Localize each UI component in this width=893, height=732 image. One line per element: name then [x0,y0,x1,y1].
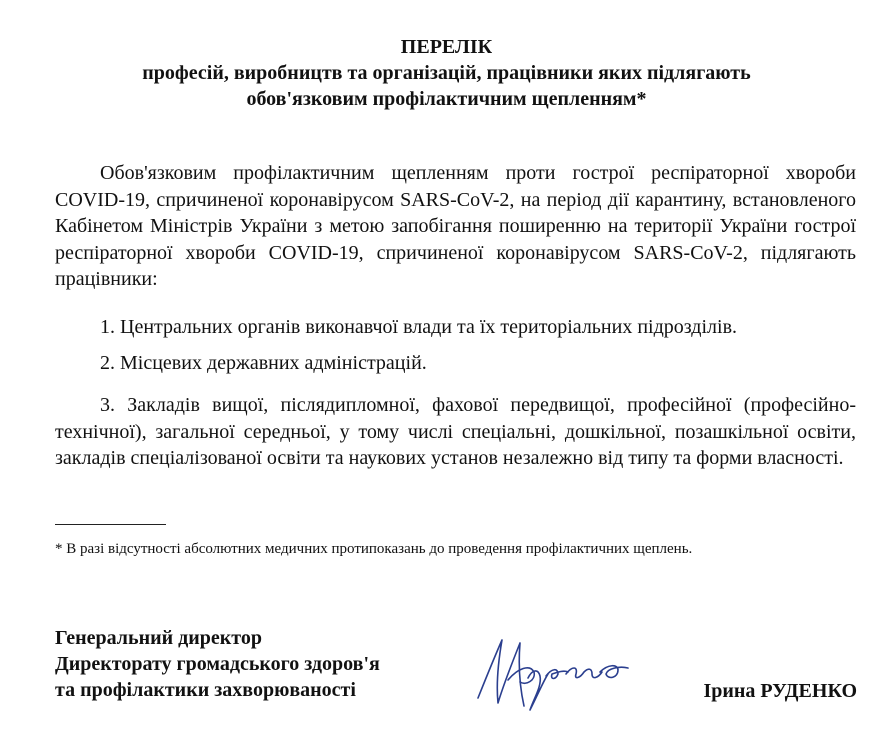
subtitle-line-2: обов'язковим профілактичним щепленням* [246,88,647,110]
position-line-3: та профілактики захворюваності [55,679,356,701]
document-title: ПЕРЕЛІК [400,36,493,58]
intro-paragraph: Обов'язковим профілактичним щепленням проти гострої респіраторної хвороби COVID-19, спричиненої коронавірусом SARS-CoV-2, на період дії карантину, встановленого Кабінетом Міністрів України з метою запобігання поширенню на території України гострої респіраторної хвороби COVID-19, спричиненої коронавірусом SARS-CoV-2, підлягають працівники: [55,162,856,290]
handwritten-signature [468,628,638,718]
footnote-text: * В разі відсутності абсолютних медичних протипоказань до проведення профілактичних щеплень. [55,541,693,557]
signatory-position [55,625,380,703]
subtitle-line-1: професій, виробництв та організацій, працівники яких підлягають [142,62,751,84]
list-item-1: 1. Центральних органів виконавчої влади та їх територіальних підрозділів. [100,316,738,338]
list-item-2: 2. Місцевих державних адміністрацій. [100,352,427,374]
document-subtitle [40,60,853,112]
footnote-divider [55,524,166,525]
position-line-2: Директорату громадського здоров'я [55,653,380,675]
list-item-3: 3. Закладів вищої, післядипломної, фахової передвищої, професійної (професійно-технічної), загальної середньої, у тому числі спеціальні, дошкільної, позашкільної освіти, закладів спеціалізованої освіти та наукових установ незалежно від типу та форми власності. [55,394,856,469]
signatory-name: Ірина РУДЕНКО [703,680,857,702]
position-line-1: Генеральний директор [55,627,262,649]
